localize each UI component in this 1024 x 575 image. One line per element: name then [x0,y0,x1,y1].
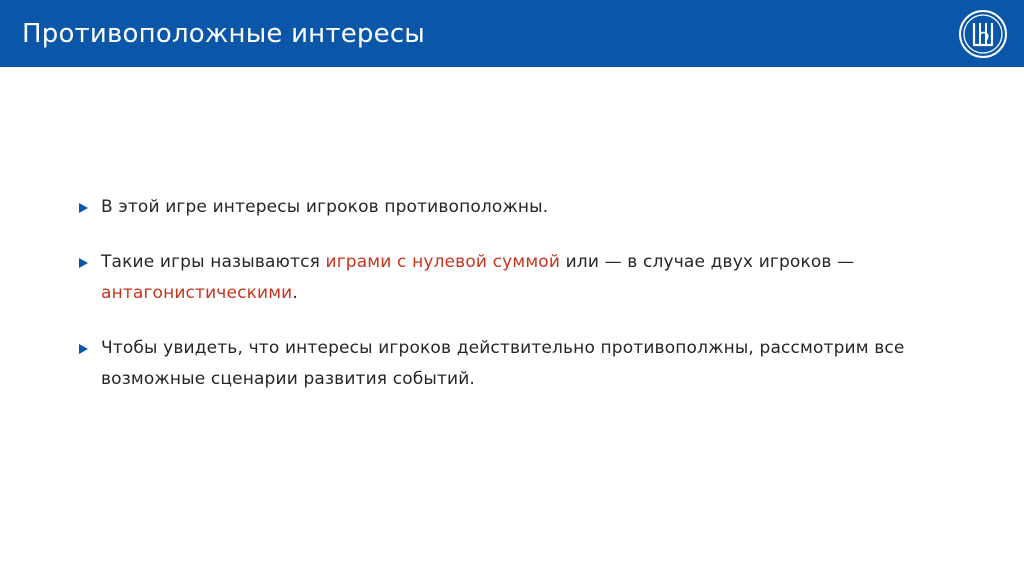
slide-title: Противоположные интересы [22,19,426,49]
bullet-item-2 [78,247,918,309]
bullet-triangle-icon [79,344,88,354]
bullet-item-3 [78,333,918,395]
bullet-text-part: Такие игры называются [101,252,326,272]
bullet-text: Чтобы увидеть, что интересы игроков действительно противополжны, рассмотрим все возможные сценарии развития событий. [101,338,905,389]
highlighted-term-antagonistic: антагонистическими [101,283,293,303]
header-bar [0,0,1024,67]
bullet-text-part: . [292,283,298,303]
bullet-text: В этой игре интересы игроков противоположны. [101,197,549,217]
bullet-item-1 [78,192,918,223]
bullet-text-part: или — в случае двух игроков — [560,252,855,272]
hse-logo-icon [958,9,1008,59]
highlighted-term-zero-sum: играми с нулевой суммой [325,252,561,272]
bullet-list [78,192,918,419]
bullet-triangle-icon [79,258,88,268]
bullet-triangle-icon [79,203,88,213]
